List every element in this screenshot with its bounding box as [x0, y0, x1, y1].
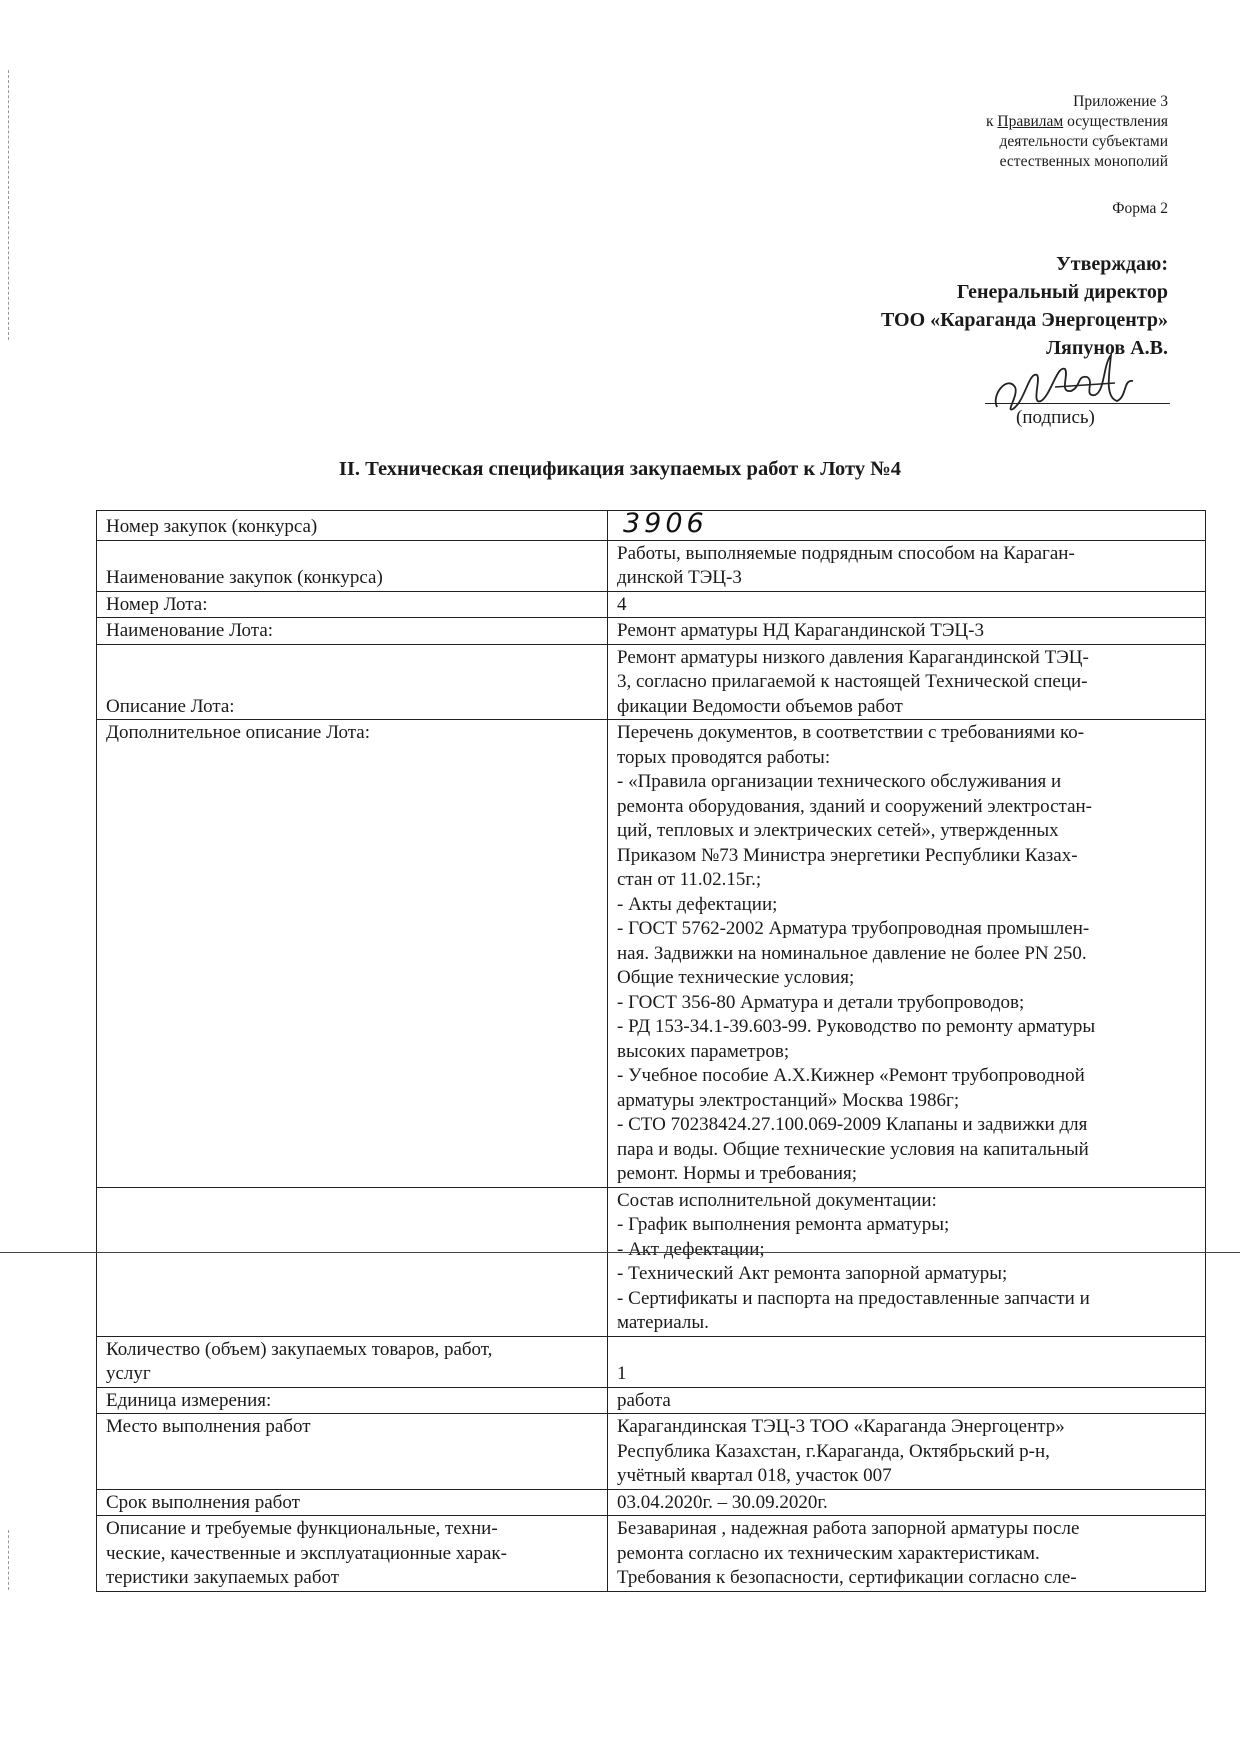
field-label-line: Наименование закупок (конкурса) — [106, 567, 383, 588]
approval-line: Генеральный директор — [956, 281, 1168, 303]
field-value — [608, 644, 1206, 720]
appendix-line: деятельности субъектами — [999, 133, 1168, 150]
field-value-line: Ремонт арматуры низкого давления Карагандинской ТЭЦ- — [617, 646, 1089, 668]
field-label — [97, 1489, 608, 1516]
field-value-line: фикации Ведомости объемов работ — [617, 695, 903, 717]
field-label-line: теристики закупаемых работ — [106, 1567, 340, 1588]
field-value — [608, 540, 1206, 591]
approval-line: ТОО «Караганда Энергоцентр» — [880, 309, 1168, 331]
field-label-line: Описание и требуемые функциональные, техни- — [106, 1518, 498, 1539]
field-value-line: Безавариная , надежная работа запорной арматуры после — [617, 1518, 1080, 1539]
field-value-line: ремонта оборудования, зданий и сооружений электростан- — [617, 795, 1092, 817]
appendix-line: Приложение 3 — [1073, 93, 1168, 110]
field-value-line: - СТО 70238424.27.100.069-2009 Клапаны и задвижки для — [617, 1114, 1088, 1135]
field-label-line: Количество (объем) закупаемых товаров, работ, — [106, 1338, 493, 1360]
field-label-line: ческие, качественные и эксплуатационные харак- — [106, 1542, 507, 1564]
field-label — [97, 1414, 608, 1490]
field-value — [608, 1516, 1206, 1592]
field-value-line: стан от 11.02.15г.; — [617, 869, 762, 890]
signature-caption: (подпись) — [1016, 407, 1095, 428]
field-value — [608, 1414, 1206, 1490]
table-row — [97, 1387, 1206, 1414]
handwritten-number: 3906 — [623, 508, 708, 539]
field-value-line: ная. Задвижки на номинальное давление не более PN 250. — [617, 942, 1087, 964]
field-value-line: учётный квартал 018, участок 007 — [617, 1465, 892, 1486]
spec-table — [96, 510, 1206, 1592]
field-value-line: Республика Казахстан, г.Караганда, Октябрьский р-н, — [617, 1440, 1050, 1462]
field-value-line: 1 — [617, 1363, 627, 1384]
field-value-line: Состав исполнительной документации: — [617, 1189, 937, 1211]
field-value-line: 3, согласно прилагаемой к настоящей Технической специ- — [617, 671, 1088, 692]
field-value — [608, 1187, 1206, 1336]
field-value-line: торых проводятся работы: — [617, 746, 831, 768]
field-value-line: - ГОСТ 5762-2002 Арматура трубопроводная промышлен- — [617, 918, 1090, 939]
field-value-line: Требования к безопасности, сертификации согласно сле- — [617, 1567, 1077, 1588]
appendix-line: к Правилам осуществления — [985, 113, 1168, 130]
approval-line: Ляпунов А.В. — [1046, 337, 1168, 359]
field-value-line: - РД 153-34.1-39.603-99. Руководство по ремонту арматуры — [617, 1016, 1096, 1037]
field-value — [608, 591, 1206, 618]
field-value-line: работа — [617, 1389, 671, 1411]
field-label-line: Описание Лота: — [106, 695, 235, 717]
field-value-line: 4 — [617, 593, 627, 615]
field-value-line: Ремонт арматуры НД Карагандинской ТЭЦ-3 — [617, 620, 984, 641]
field-label-line: услуг — [106, 1363, 151, 1384]
field-value-line: Общие технические условия; — [617, 967, 855, 988]
field-label-line: Номер закупок (конкурса) — [106, 516, 318, 537]
field-value — [608, 720, 1206, 1188]
field-value-line: ремонта согласно их техническим характеристикам. — [617, 1542, 1040, 1564]
table-row — [97, 618, 1206, 645]
field-label — [97, 1387, 608, 1414]
table-row — [97, 511, 1206, 541]
field-label-line: Дополнительное описание Лота: — [106, 722, 371, 743]
field-label — [97, 1336, 608, 1387]
field-value-line: - Учебное пособие А.Х.Кижнер «Ремонт трубопроводной — [617, 1065, 1085, 1086]
field-label — [97, 720, 608, 1188]
field-value-line: - ГОСТ 356-80 Арматура и детали трубопроводов; — [617, 991, 1025, 1013]
field-label-line: Место выполнения работ — [106, 1416, 311, 1437]
field-value-line: - «Правила организации технического обслуживания и — [617, 771, 1062, 792]
field-label-line — [106, 1311, 598, 1336]
table-row — [97, 1489, 1206, 1516]
table-row — [97, 720, 1206, 1188]
field-value-line: - Акт дефектации; — [617, 1238, 765, 1260]
appendix-block — [986, 92, 1168, 172]
table-row — [97, 644, 1206, 720]
field-value-line — [617, 1338, 1196, 1363]
field-label — [97, 591, 608, 618]
field-label — [97, 1516, 608, 1592]
field-value-line: 03.04.2020г. – 30.09.2020г. — [617, 1491, 828, 1513]
field-value-line: - Сертификаты и паспорта на предоставленные запчасти и — [617, 1287, 1090, 1309]
field-label — [97, 644, 608, 720]
document-title: II. Техническая спецификация закупаемых работ к Лоту №4 — [338, 458, 902, 480]
field-label-line: Номер Лота: — [106, 593, 208, 615]
approval-line: Утверждаю: — [1056, 253, 1168, 275]
field-label — [97, 618, 608, 645]
field-value-line: материалы. — [617, 1312, 709, 1333]
table-row — [97, 1336, 1206, 1387]
rules-link: Правилам — [997, 113, 1064, 130]
field-label-line: Срок выполнения работ — [106, 1491, 300, 1513]
field-value-line: арматуры электростанций» Москва 1986г; — [617, 1089, 960, 1111]
field-value-line: - Акты дефектации; — [617, 893, 778, 915]
field-value-line: Приказом №73 Министра энергетики Республики Казах- — [617, 844, 1078, 866]
field-value — [608, 1489, 1206, 1516]
table-row — [97, 540, 1206, 591]
field-value-line: ций, тепловых и электрических сетей», утвержденных — [617, 820, 1059, 841]
table-row — [97, 1414, 1206, 1490]
table-row — [97, 591, 1206, 618]
field-value-line: - График выполнения ремонта арматуры; — [617, 1214, 950, 1235]
field-value-line: пара и воды. Общие технические условия на капитальный — [617, 1138, 1089, 1160]
table-row — [97, 1187, 1206, 1336]
field-label-line: Единица измерения: — [106, 1389, 272, 1411]
field-label — [97, 1187, 608, 1336]
field-value-line: Карагандинская ТЭЦ-3 ТОО «Караганда Энергоцентр» — [617, 1416, 1065, 1437]
field-value — [608, 508, 1206, 541]
scan-artifact-line — [0, 1252, 1240, 1253]
field-label-line: Наименование Лота: — [106, 620, 274, 641]
field-value-line: Работы, выполняемые подрядным способом на Караган- — [617, 542, 1075, 564]
field-value — [608, 1387, 1206, 1414]
field-value-line: Перечень документов, в соответствии с требованиями ко- — [617, 722, 1085, 743]
field-label — [97, 540, 608, 591]
field-value-line: высоких параметров; — [617, 1040, 790, 1062]
field-value — [608, 618, 1206, 645]
signature-line — [985, 403, 1170, 404]
scan-edge-mark — [8, 1530, 9, 1590]
field-value-line: - Технический Акт ремонта запорной арматуры; — [617, 1263, 1008, 1284]
field-value-line: ремонт. Нормы и требования; — [617, 1163, 858, 1184]
field-value-line: динской ТЭЦ-3 — [617, 567, 742, 588]
appendix-line: естественных монополий — [999, 153, 1168, 170]
field-label — [97, 511, 608, 541]
scan-edge-mark — [8, 70, 9, 340]
table-row — [97, 1516, 1206, 1592]
form-number: Форма 2 — [1112, 200, 1168, 217]
field-value — [608, 1336, 1206, 1387]
